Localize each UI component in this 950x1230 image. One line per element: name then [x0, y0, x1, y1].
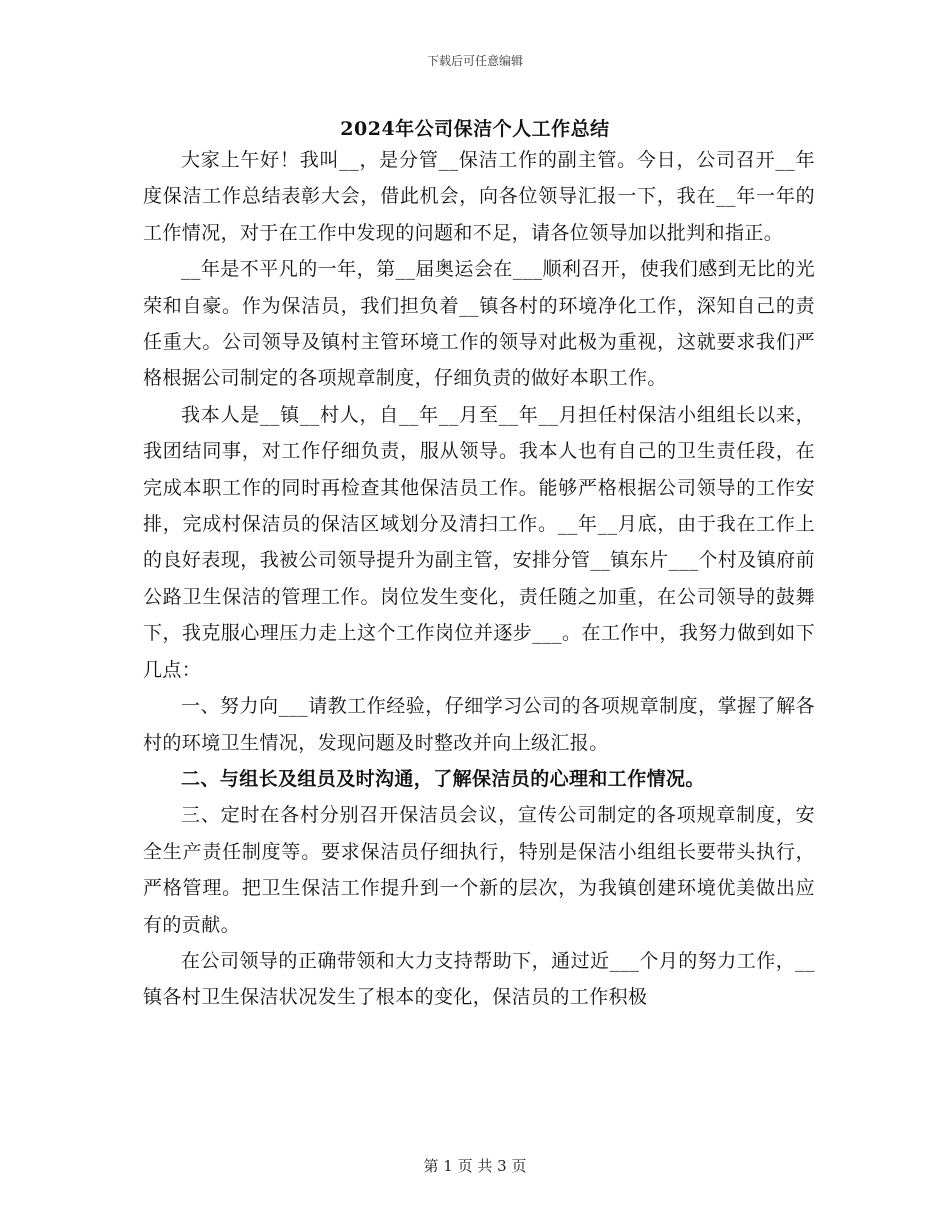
paragraph-point-three: 三、定时在各村分别召开保洁员会议，宣传公司制定的各项规章制度，安全生产责任制度等。要求保洁员仔细执行，特别是保洁小组组长要带头执行，严格管理。把卫生保洁工作提升到一个新的层次，为我镇创建环境优美做出应有的贡献。 — [143, 804, 815, 936]
document-body — [143, 142, 815, 1016]
paragraph-results: 在公司领导的正确带领和大力支持帮助下，通过近___个月的努力工作，__镇各村卫生保洁状况发生了根本的变化，保洁员的工作积极 — [143, 949, 815, 1009]
document-title: 2024年公司保洁个人工作总结 — [340, 118, 610, 140]
paragraph-year-overview: __年是不平凡的一年，第__届奥运会在___顺利召开，使我们感到无比的光荣和自豪。作为保洁员，我们担负着__镇各村的环境净化工作，深知自己的责任重大。公司领导及镇村主管环境工作的领导对此极为重视，这就要求我们严格根据公司制定的各项规章制度，仔细负责的做好本职工作。 — [143, 258, 815, 390]
paragraph-greeting: 大家上午好！我叫__，是分管__保洁工作的副主管。今日，公司召开__年度保洁工作总结表彰大会，借此机会，向各位领导汇报一下，我在__年一年的工作情况，对于在工作中发现的问题和不足，请各位领导加以批判和指正。 — [143, 149, 815, 244]
page-number: 第 1 页 共 3 页 — [423, 1157, 527, 1175]
paragraph-point-one: 一、努力向___请教工作经验，仔细学习公司的各项规章制度，掌握了解各村的环境卫生情况，发现问题及时整改并向上级汇报。 — [143, 695, 815, 754]
paragraph-point-two: 二、与组长及组员及时沟通，了解保洁员的心理和工作情况。 — [181, 767, 705, 790]
paragraph-personal-background: 我本人是__镇__村人，自__年__月至__年__月担任村保洁小组组长以来，我团结同事，对工作仔细负责，服从领导。我本人也有自己的卫生责任段，在完成本职工作的同时再检查其他保洁员工作。能够严格根据公司领导的工作安排，完成村保洁员的保洁区域划分及清扫工作。__年__月底，由于我在工作上的良好表现，我被公司领导提升为副主管，安排分管__镇东片___个村及镇府前公路卫生保洁的管理工作。岗位发生变化，责任随之加重，在公司领导的鼓舞下，我克服心理压力走上这个工作岗位并逐步___。在工作中，我努力做到如下几点： — [143, 403, 815, 681]
header-note: 下载后可任意编辑 — [426, 54, 523, 68]
